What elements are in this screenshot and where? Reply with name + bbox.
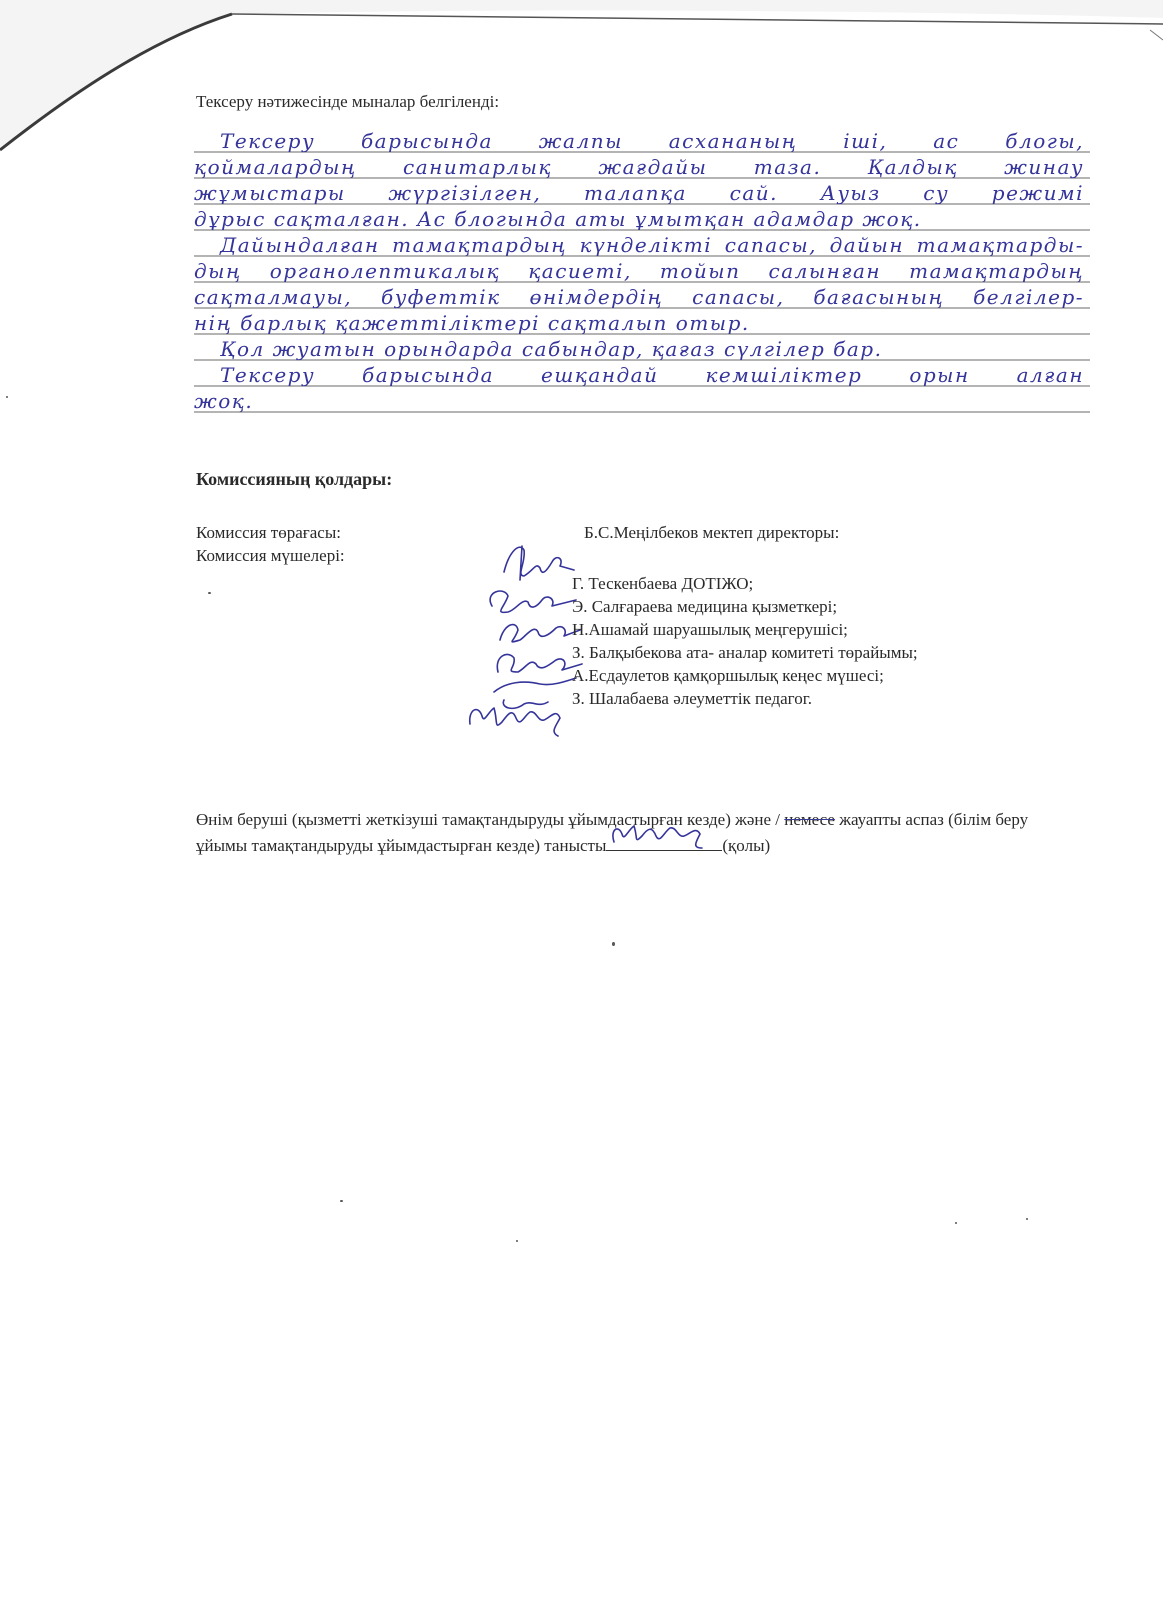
ack-signature-line xyxy=(606,832,722,851)
findings-line: Тексеру барысында ешқандай кемшіліктер орын алған xyxy=(220,363,1084,387)
acknowledgement-paragraph xyxy=(196,808,1076,858)
ack-signature xyxy=(606,818,722,850)
findings-line: нің барлық қажеттіліктері сақталып отыр. xyxy=(194,311,750,335)
findings-line: жұмыстары жүргізілген, талапқа сай. Ауыз су режимі xyxy=(194,181,1084,205)
scan-speck xyxy=(340,1200,343,1202)
signature-mark xyxy=(470,708,560,736)
chair-label: Комиссия төрағасы: xyxy=(196,523,341,542)
scan-speck xyxy=(612,942,615,946)
ack-struck-word: немесе xyxy=(784,810,835,829)
member-item: Г. Тескенбаева ДОТІЖО; xyxy=(572,574,754,593)
findings-line: дың органолептикалық қасиеті, тойып салынған тамақтардың xyxy=(194,259,1084,283)
ack-text-part1: Өнім беруші (қызметті жеткізуші тамақтандыруды ұйымдастырған кезде) және / xyxy=(196,810,785,829)
signature-mark xyxy=(494,678,576,708)
signature-mark xyxy=(490,591,576,612)
members-label: Комиссия мүшелері: xyxy=(196,546,345,565)
findings-line: қоймалардың санитарлық жағдайы таза. Қалдық жинау xyxy=(194,155,1084,179)
ack-text-part2: жауапты аспаз (білім беру ұйымы тамақтандыруды ұйымдастырған кезде) танысты xyxy=(196,810,1029,855)
scan-speck xyxy=(1026,1218,1028,1220)
scan-speck xyxy=(6,396,8,398)
signature-mark xyxy=(504,547,574,576)
findings-line: Қол жуатын орындарда сабындар, қағаз сүлгілер бар. xyxy=(220,337,883,361)
signatures-heading: Комиссияның қолдары: xyxy=(196,469,393,489)
signature-mark xyxy=(500,625,580,642)
findings-heading: Тексеру нәтижесінде мыналар белгіленді: xyxy=(196,92,500,111)
signature-mark xyxy=(497,654,582,672)
findings-line: жоқ. xyxy=(194,389,254,413)
scan-speck xyxy=(208,592,211,594)
findings-line: Тексеру барысында жалпы асхананың іші, ас блогы, xyxy=(220,129,1084,153)
member-item: Э. Салғараева медицина қызметкері; xyxy=(572,597,838,616)
ack-sign-suffix: (қолы) xyxy=(722,836,771,855)
scan-speck xyxy=(516,1240,518,1242)
member-item: З. Балқыбекова ата- аналар комитеті төрайымы; xyxy=(572,643,918,662)
findings-line: сақталмауы, буфеттік өнімдердің сапасы, бағасының белгілер- xyxy=(194,285,1084,309)
scan-speck xyxy=(955,1222,957,1224)
member-item: А.Есдаулетов қамқоршылық кеңес мүшесі; xyxy=(572,666,884,685)
member-item: З. Шалабаева әлеуметтік педагог. xyxy=(572,689,813,708)
member-item: Н.Ашамай шаруашылық меңгерушісі; xyxy=(572,620,848,639)
findings-line: Дайындалған тамақтардың күнделікті сапасы, дайын тамақтарды- xyxy=(220,233,1084,257)
findings-line: дұрыс сақталған. Ас блогында аты ұмытқан адамдар жоқ. xyxy=(194,207,922,231)
chair-name: Б.С.Меңілбеков мектеп директоры: xyxy=(584,523,840,542)
